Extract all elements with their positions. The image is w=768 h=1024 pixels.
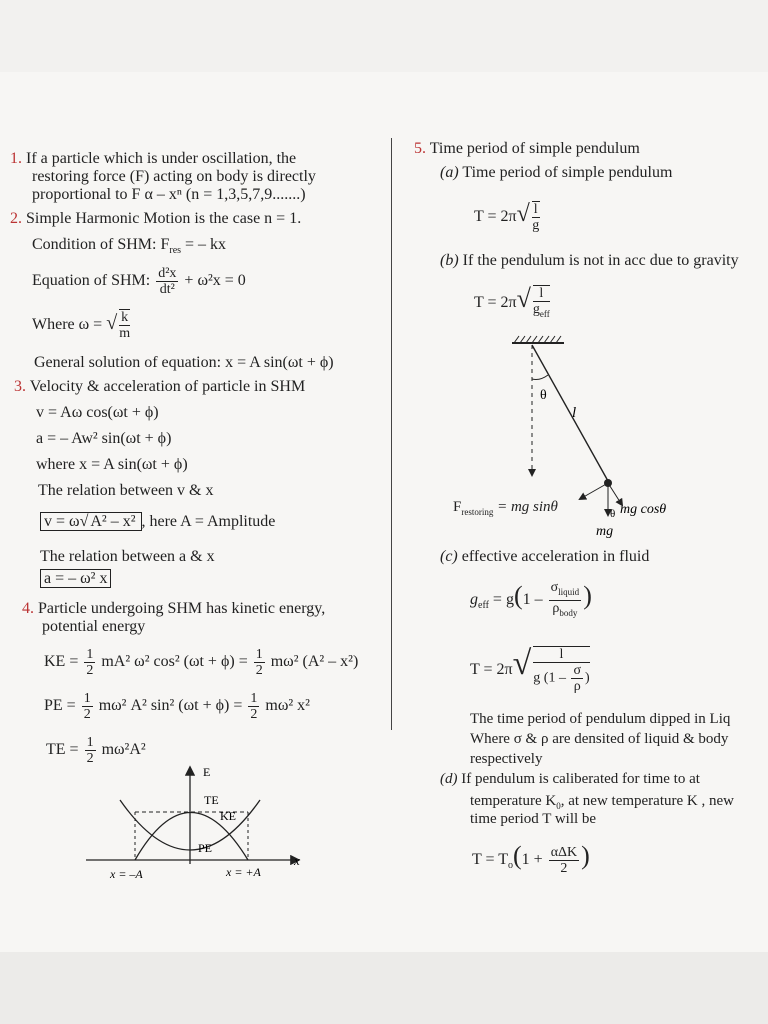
eq-lhs: T = 2π	[474, 294, 517, 311]
sub-label: (a)	[440, 164, 459, 181]
eq-mid: mA² ω² cos² (ωt + ϕ) =	[101, 653, 248, 670]
a-x-relation	[40, 570, 111, 588]
fraction	[549, 845, 579, 876]
eq-sign: = g	[492, 591, 514, 608]
point-number: 4.	[22, 600, 34, 617]
angle-arc	[532, 375, 548, 380]
subscript: body	[559, 607, 578, 618]
eq-rhs: mω² (A² – x²)	[270, 653, 359, 670]
sub-a	[440, 164, 672, 182]
fraction	[549, 580, 582, 621]
numerator	[549, 580, 582, 601]
sub-label: (d)	[440, 771, 458, 787]
numerator: l	[533, 647, 589, 663]
eq-mid: mω² A² sin² (ωt + ϕ) =	[98, 697, 243, 714]
denominator: g	[532, 218, 540, 234]
denominator: 2	[86, 662, 94, 678]
denominator: g (1 – $\frac{\sigma}{\rho}$ )	[533, 663, 590, 695]
denominator	[549, 601, 582, 621]
point-number: 5.	[414, 140, 426, 157]
relation-heading: The relation between a & x	[40, 548, 215, 565]
text-line: proportional to F α – xⁿ (n = 1,3,5,7,9.......)	[32, 186, 306, 203]
fraction	[156, 266, 178, 297]
theta-label: θ	[540, 388, 547, 403]
denominator: dt²	[159, 282, 175, 297]
point-5	[414, 140, 640, 158]
v-x-relation	[40, 512, 275, 531]
omega-label: Where ω =	[32, 316, 103, 333]
point-2	[10, 210, 301, 228]
subscript: liquid	[558, 586, 580, 597]
eq-lhs: PE =	[44, 697, 76, 714]
paren-icon: )	[581, 841, 590, 870]
point-3	[14, 378, 305, 396]
restoring-force-arrow	[580, 483, 608, 499]
text-line: restoring force (F) acting on body is directly	[32, 168, 316, 185]
text-line: If a particle which is under oscillation, the	[26, 150, 297, 167]
numerator: 1	[86, 734, 94, 750]
sub-d	[440, 770, 700, 788]
fraction	[119, 309, 130, 341]
numerator: 1	[86, 646, 94, 662]
eq-rhs: mω²A²	[101, 741, 146, 758]
condition-rhs: = – kx	[181, 236, 227, 253]
numerator: αΔK	[550, 844, 578, 860]
subscript: 0	[556, 801, 561, 811]
geff-symbol: g	[470, 591, 478, 608]
text-line: Simple Harmonic Motion is the case n = 1.	[26, 210, 302, 227]
sub-text: Time period of simple pendulum	[462, 164, 673, 181]
denominator: 2	[86, 750, 94, 766]
radicand: A² – x²	[90, 513, 136, 530]
sub-text: If pendulum is caliberated for time to at	[461, 771, 700, 787]
paren-icon: (	[513, 841, 522, 870]
text-line: Velocity & acceleration of particle in SHM	[29, 378, 306, 395]
fraction	[84, 647, 95, 678]
one-minus: 1 –	[522, 591, 543, 608]
mgcos-label: mg cosθ	[620, 502, 667, 517]
sub-label: (b)	[440, 252, 459, 269]
formula-note: , here A = Amplitude	[141, 513, 276, 530]
sigma-symbol: σ	[550, 580, 559, 596]
period-formula-a	[474, 192, 542, 239]
denominator: m	[119, 326, 131, 342]
note-line: respectively	[470, 751, 543, 767]
numerator: k	[121, 310, 129, 326]
eq-rhs: + ω²x = 0	[184, 272, 246, 290]
position-eq: where x = A sin(ωt + ϕ)	[36, 456, 188, 473]
denominator-base: g	[532, 301, 540, 317]
section-title: Time period of simple pendulum	[429, 140, 640, 157]
denominator: 2	[255, 662, 263, 678]
text-part: temperature K	[470, 793, 557, 809]
paren-icon: (	[513, 581, 523, 610]
sqrt-icon: √	[516, 284, 531, 313]
restoring-force-label	[453, 498, 558, 521]
eq-label: Equation of SHM:	[32, 272, 151, 290]
sqrt-icon: √	[512, 645, 532, 682]
sub-c	[440, 548, 649, 566]
numerator: 1	[83, 690, 91, 706]
condition-label: Condition of SHM: F	[32, 236, 170, 253]
pos-amplitude-label: x = +A	[226, 865, 261, 879]
g-symbol: g	[533, 671, 541, 687]
numerator: σ	[573, 663, 581, 679]
background-surface	[0, 952, 768, 1024]
denominator	[533, 302, 550, 322]
denominator: 2	[560, 860, 568, 876]
energy-graph	[80, 760, 310, 885]
rho-symbol: ρ	[552, 600, 560, 616]
point-1	[10, 150, 296, 168]
omega-definition	[32, 305, 132, 343]
force-symbol: F	[453, 499, 462, 515]
numerator: d²x	[158, 266, 177, 281]
eq-lhs: TE =	[46, 741, 79, 758]
note-line: Where σ & ρ are densited of liquid & body	[470, 731, 729, 747]
formula-text: v = ω	[44, 513, 80, 530]
fraction	[533, 646, 589, 694]
temperature-period-formula	[472, 834, 590, 888]
paren-icon: )	[583, 581, 592, 610]
velocity-eq: v = Aω cos(ωt + ϕ)	[36, 404, 159, 421]
point-number: 3.	[14, 378, 26, 395]
sqrt-icon: √	[79, 513, 89, 530]
sub-text: effective acceleration in fluid	[461, 548, 650, 565]
sqrt-icon: √	[516, 201, 530, 227]
sub-b	[440, 252, 739, 270]
pendulum-string	[532, 345, 608, 481]
numerator: l	[533, 202, 538, 218]
one-plus: 1 +	[521, 851, 543, 868]
point-number: 1.	[10, 150, 22, 167]
period-formula-b	[474, 276, 552, 326]
theta-label: θ	[610, 508, 616, 520]
text-part: , at new temperature K , new	[560, 793, 734, 809]
length-label: l	[572, 405, 577, 421]
e-label: E	[203, 765, 211, 779]
sqrt-icon: √	[106, 312, 118, 334]
relation-heading: The relation between v & x	[38, 482, 214, 499]
subscript: restoring	[461, 507, 494, 517]
neg-amplitude-label: x = –A	[110, 867, 143, 881]
force-rhs: = mg sinθ	[497, 499, 558, 515]
pe-label: PE	[198, 841, 213, 855]
subscript: eff	[539, 308, 550, 319]
numerator: 1	[250, 690, 258, 706]
ke-equation	[44, 646, 358, 678]
eq-lhs: T = 2π	[470, 661, 513, 678]
numerator: 1	[255, 646, 263, 662]
text-line: Particle undergoing SHM has kinetic energy,	[38, 600, 326, 617]
fraction	[82, 691, 93, 722]
fraction	[254, 647, 265, 678]
sub-text: If the pendulum is not in acc due to gravity	[462, 252, 739, 269]
shm-equation	[32, 266, 246, 297]
point-number: 2.	[10, 210, 22, 227]
geff-formula	[470, 574, 592, 628]
te-label: TE	[204, 793, 219, 807]
point-4	[22, 600, 325, 618]
fraction	[248, 691, 259, 722]
eq-lhs: T = T	[472, 851, 508, 868]
one-minus: 1 –	[548, 671, 566, 687]
fluid-period-formula	[470, 634, 592, 700]
column-divider	[391, 138, 392, 730]
sub-label: (c)	[440, 548, 458, 565]
ceiling-hatch	[514, 336, 561, 343]
eq-rhs: mω² x²	[265, 697, 310, 714]
denominator: 2	[83, 706, 91, 722]
boxed-formula: a = – ω² x	[40, 569, 111, 588]
fraction	[533, 285, 550, 322]
x-label: x	[294, 853, 300, 868]
weight-label: mg	[596, 524, 614, 539]
denominator: ρ	[573, 679, 581, 695]
shm-condition	[32, 236, 226, 260]
general-solution: General solution of equation: x = A sin(ωt + ϕ)	[34, 354, 334, 371]
ke-label: KE	[220, 809, 236, 823]
numerator: l	[533, 286, 550, 302]
boxed-formula	[40, 512, 142, 531]
text-line: potential energy	[42, 618, 146, 635]
eq-lhs: T = 2π	[474, 208, 517, 225]
fraction	[571, 663, 583, 694]
pe-equation	[44, 690, 310, 722]
acceleration-eq: a = – Aw² sin(ωt + ϕ)	[36, 430, 172, 447]
note-line: The time period of pendulum dipped in Liq	[470, 711, 731, 727]
subscript: eff	[478, 600, 489, 612]
subscript: o	[508, 860, 513, 872]
subscript: res	[169, 245, 182, 257]
fraction	[532, 201, 540, 233]
sub-d-line3: time period T will be	[470, 811, 597, 827]
eq-lhs: KE =	[44, 653, 79, 670]
denominator: 2	[250, 706, 258, 722]
